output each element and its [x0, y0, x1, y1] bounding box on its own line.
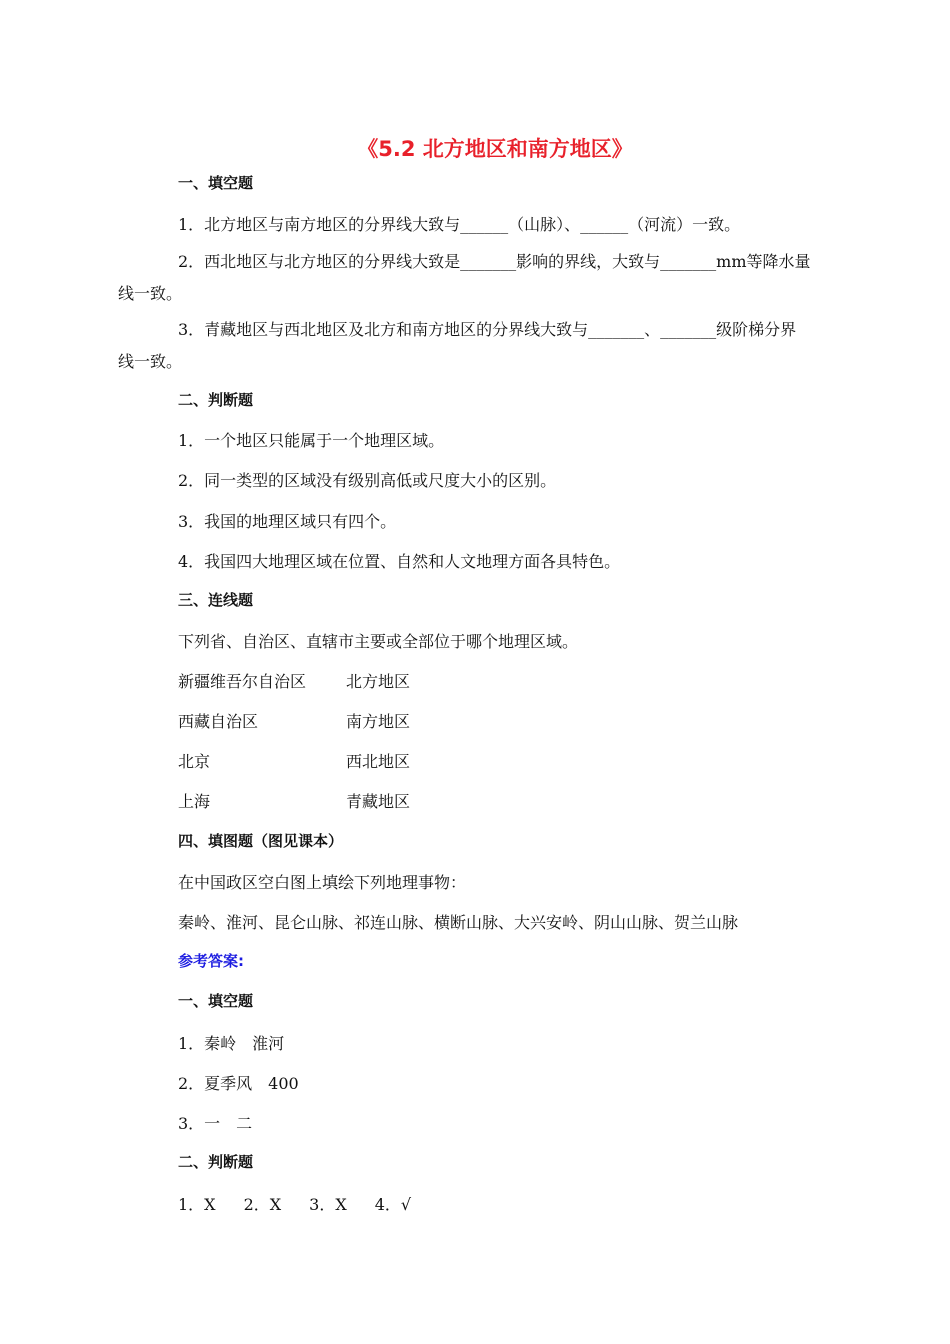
section-heading: 二、判断题	[178, 1153, 254, 1171]
answer-item: 3．X	[309, 1195, 347, 1214]
match-left-item: 西藏自治区	[178, 712, 259, 731]
question-text: 3．我国的地理区域只有四个。	[178, 512, 397, 531]
question-text: 1．一个地区只能属于一个地理区域。	[178, 431, 445, 450]
instruction-text: 在中国政区空白图上填绘下列地理事物：	[178, 873, 467, 892]
answer-text: 1．秦岭 淮河	[178, 1034, 285, 1053]
answer-item: 4．√	[374, 1195, 412, 1214]
question-text: 4．我国四大地理区域在位置、自然和人文地理方面各具特色。	[178, 552, 621, 571]
question-text: 2．同一类型的区域没有级别高低或尺度大小的区别。	[178, 471, 557, 490]
match-right-item: 北方地区	[346, 672, 411, 691]
match-right-item: 西北地区	[346, 752, 411, 771]
match-left-item: 新疆维吾尔自治区	[178, 672, 307, 691]
answer-text	[178, 1192, 411, 1215]
match-left-item: 北京	[178, 752, 211, 771]
section-heading: 一、填空题	[178, 174, 254, 192]
section-heading: 一、填空题	[178, 992, 254, 1010]
answer-text: 2．夏季风 400	[178, 1074, 299, 1093]
match-right-item: 青藏地区	[346, 792, 411, 811]
answer-text: 3．一 二	[178, 1114, 253, 1133]
section-heading: 三、连线题	[178, 591, 254, 609]
match-right-item: 南方地区	[346, 712, 411, 731]
match-left-item: 上海	[178, 792, 211, 811]
question-text: 2．西北地区与北方地区的分界线大致是_______影响的界线，大致与_______mm等降水量线一致。	[118, 252, 811, 303]
map-items-text: 秦岭、淮河、昆仑山脉、祁连山脉、横断山脉、大兴安岭、阴山山脉、贺兰山脉	[178, 913, 739, 932]
answer-item: 2．X	[243, 1195, 282, 1214]
section-heading: 二、判断题	[178, 391, 254, 409]
instruction-text: 下列省、自治区、直辖市主要或全部位于哪个地理区域。	[178, 632, 579, 651]
document-title: 《5.2 北方地区和南方地区》	[357, 137, 633, 161]
question-text: 3．青藏地区与西北地区及北方和南方地区的分界线大致与_______、_______级阶梯分界线一致。	[118, 320, 797, 371]
question-text: 1．北方地区与南方地区的分界线大致与______（山脉）、______（河流）一致。	[178, 215, 741, 234]
section-heading: 四、填图题（图见课本）	[178, 832, 344, 850]
answer-item: 1．X	[178, 1195, 216, 1214]
answers-heading: 参考答案:	[178, 952, 244, 970]
